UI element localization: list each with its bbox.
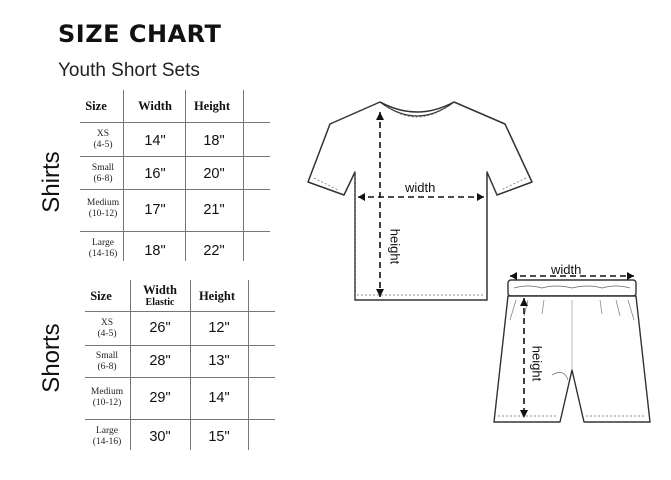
shorts-size-xs: XS (4-5) bbox=[97, 318, 117, 339]
shorts-height-small: 13" bbox=[208, 353, 230, 369]
shirts-section-label: Shirts bbox=[38, 151, 65, 213]
shorts-size-small: Small (6-8) bbox=[95, 351, 119, 372]
shorts-header-height: Height bbox=[198, 289, 236, 303]
shirts-height-xs: 18" bbox=[203, 133, 225, 149]
shorts-size-medium: Medium (10-12) bbox=[90, 387, 124, 408]
shorts-height-label: height bbox=[529, 345, 545, 382]
shorts-height-large: 15" bbox=[208, 429, 230, 445]
shirts-size-large: Large (14-16) bbox=[88, 238, 118, 259]
shorts-header-size: Size bbox=[90, 289, 112, 303]
shirts-size-small: Small (6-8) bbox=[91, 163, 115, 184]
shorts-size-large: Large (14-16) bbox=[92, 426, 122, 447]
shorts-width-small: 28" bbox=[149, 353, 171, 369]
shirts-width-xs: 14" bbox=[144, 133, 166, 149]
shirts-width-large: 18" bbox=[144, 243, 166, 259]
shorts-section-label: Shorts bbox=[38, 323, 65, 393]
shorts-diagram bbox=[488, 260, 658, 430]
shirts-height-large: 22" bbox=[203, 243, 225, 259]
shirts-size-xs: XS (4-5) bbox=[93, 129, 113, 150]
shirts-width-medium: 17" bbox=[144, 202, 166, 218]
shirts-header-width: Width bbox=[138, 99, 172, 113]
shorts-width-xs: 26" bbox=[149, 320, 171, 336]
shirt-height-label: height bbox=[387, 228, 403, 265]
shirts-size-medium: Medium (10-12) bbox=[86, 198, 120, 219]
shirts-header-height: Height bbox=[193, 99, 231, 113]
shorts-header-width: Width bbox=[143, 283, 177, 297]
page-subtitle: Youth Short Sets bbox=[58, 60, 200, 81]
shorts-width-label: width bbox=[551, 262, 582, 277]
shorts-width-large: 30" bbox=[149, 429, 171, 445]
shorts-width-medium: 29" bbox=[149, 390, 171, 406]
shirts-height-medium: 21" bbox=[203, 202, 225, 218]
shirts-width-small: 16" bbox=[144, 166, 166, 182]
shirts-height-small: 20" bbox=[203, 166, 225, 182]
shirts-header-size: Size bbox=[85, 99, 107, 113]
page-title: SIZE CHART bbox=[58, 20, 222, 48]
shirt-width-label: width bbox=[405, 180, 436, 195]
shorts-height-xs: 12" bbox=[208, 320, 230, 336]
shorts-height-medium: 14" bbox=[208, 390, 230, 406]
shorts-header-width-elastic: Elastic bbox=[145, 297, 175, 308]
